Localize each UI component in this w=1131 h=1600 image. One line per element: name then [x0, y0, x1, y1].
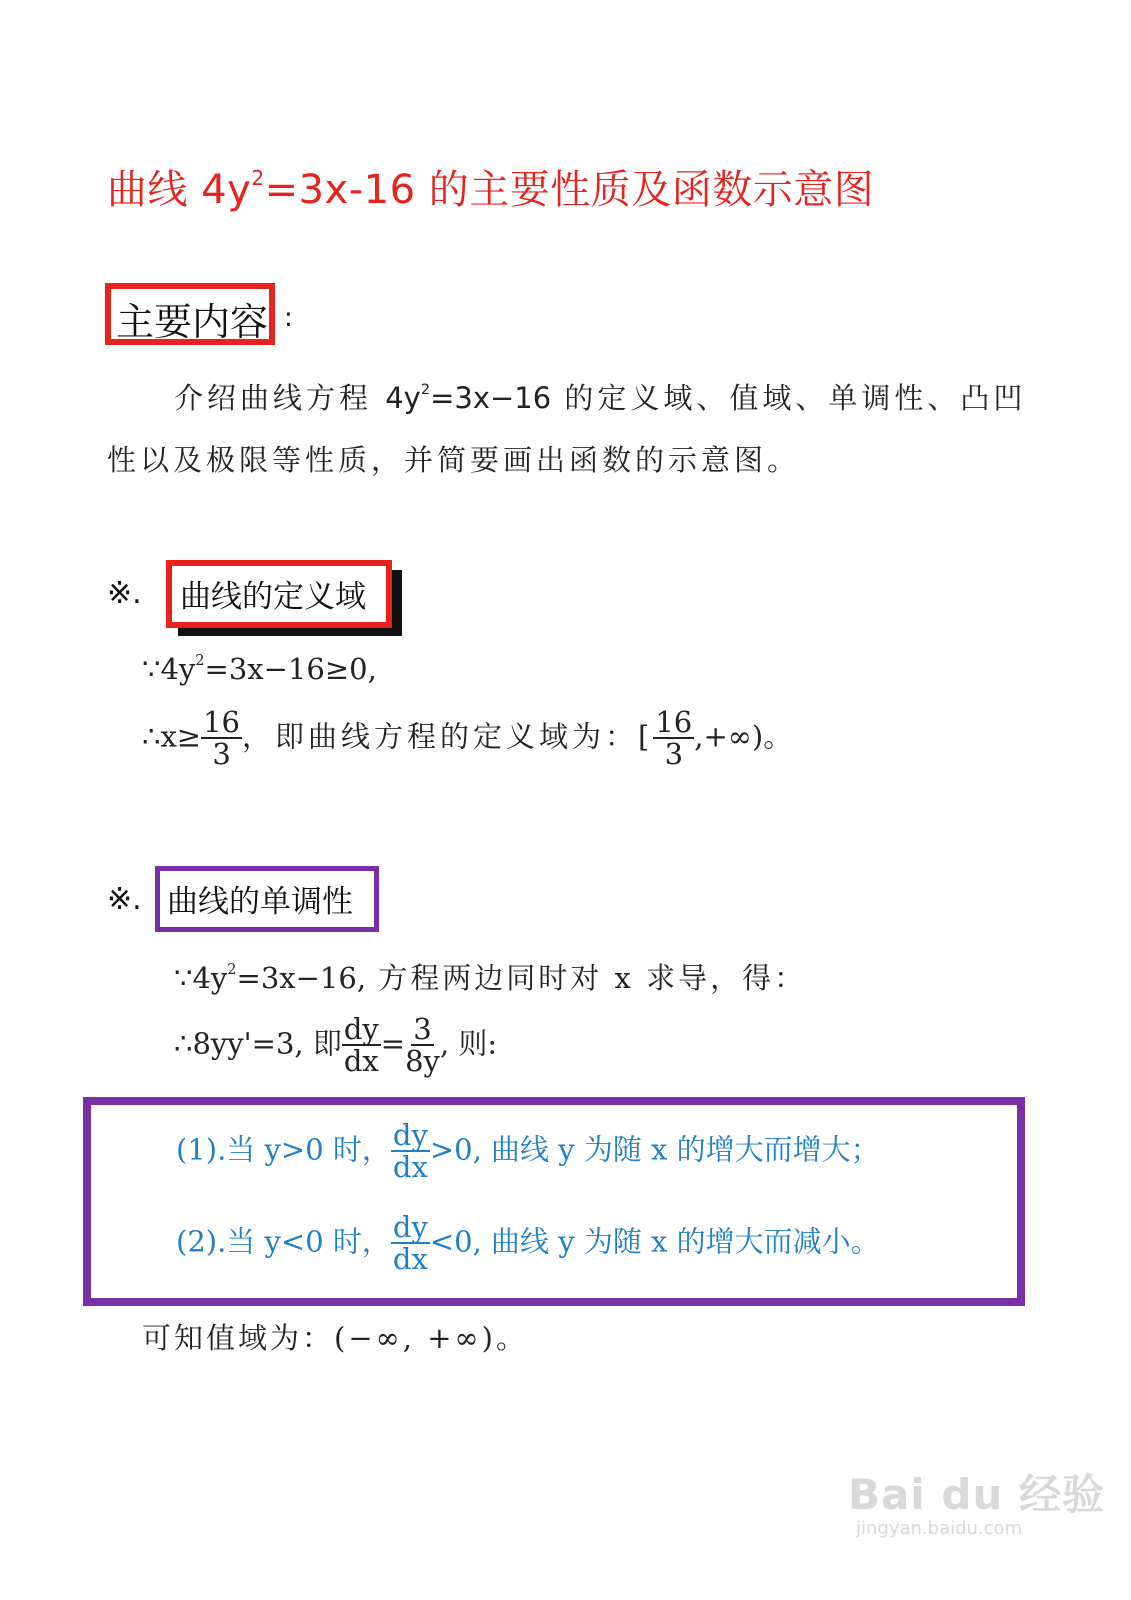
- intro-line-2: 性以及极限等性质，并简要画出函数的示意图。: [107, 443, 801, 477]
- monotonic-line-2: ∴8yy'=3, 即 $\frac{dy}{dx}$ = $\frac{3}{8y}$ , 则:: [174, 1012, 498, 1079]
- domain-fraction-2: $\frac{16}{3}$: [655, 705, 693, 772]
- intro-line-1: 介绍曲线方程 $4y^2=3x-16$ 的定义域、值域、单调性、凸凹: [174, 381, 1027, 415]
- domain-section-mark: ※.: [107, 576, 142, 611]
- monotonic-line-1: $\because 4y^2=3x-16$, 方程两边同时对 x 求导，得：: [174, 961, 807, 995]
- case-1-fraction: $\frac{dy}{dx}$: [392, 1118, 428, 1185]
- page-title: 曲线 $4y^2=3x-16$ 的主要性质及函数示意图: [107, 165, 875, 213]
- case-2-line: (2).当 y<0 时， $\frac{dy}{dx}$ <0, 曲线 y 为随 x 的增大而减小。: [176, 1210, 880, 1277]
- domain-fraction: $\frac{16}{3}$: [203, 705, 241, 772]
- case-2-fraction: $\frac{dy}{dx}$: [392, 1210, 428, 1277]
- baidu-jingyan-logo: Bai du 经验: [848, 1470, 1105, 1519]
- monotonic-heading: 曲线的单调性: [167, 884, 353, 920]
- range-line: 可知值域为：(−∞, +∞)。: [142, 1321, 528, 1355]
- derivative-fraction: $\frac{dy}{dx}$: [343, 1012, 379, 1079]
- domain-heading: 曲线的定义域: [180, 579, 366, 615]
- watermark-url: jingyan.baidu.com: [856, 1518, 1023, 1539]
- monotonic-section-mark: ※.: [107, 882, 142, 917]
- domain-line-2: ∴x≥ $\frac{16}{3}$ ，即曲线方程的定义域为：[ $\frac{16}{3}$ ,+∞)。: [142, 705, 793, 772]
- case-1-line: (1).当 y>0 时， $\frac{dy}{dx}$ >0, 曲线 y 为随 x 的增大而增大；: [176, 1118, 880, 1185]
- domain-line-1: $\because 4y^2=3x-16\ge 0$,: [142, 652, 377, 686]
- main-content-heading: 主要内容: [116, 300, 269, 344]
- ratio-fraction: $\frac{3}{8y}$: [405, 1012, 440, 1079]
- main-content-colon: :: [284, 303, 293, 333]
